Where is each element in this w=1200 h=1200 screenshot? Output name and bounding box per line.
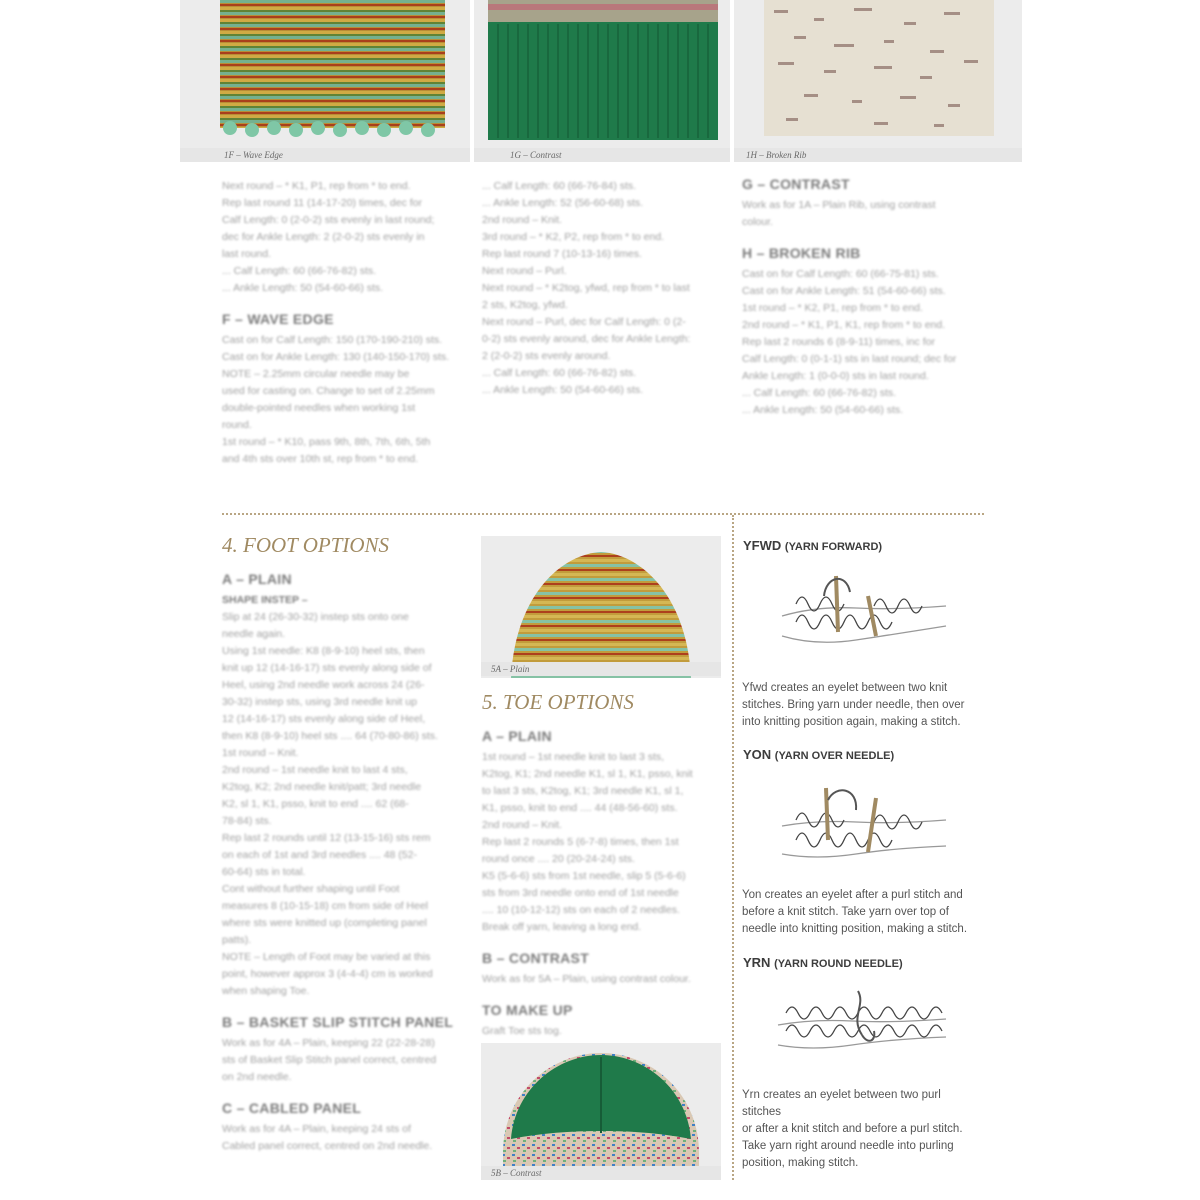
- text-line: before a knit stitch. Take yarn over top of: [742, 906, 949, 918]
- text-line: 2nd round – Knit.: [482, 819, 562, 831]
- subheading-plain: A – PLAIN: [482, 728, 552, 744]
- text-line: needle into knitting position, making a stitch.: [742, 923, 968, 935]
- text-line: Rep last 2 rounds 5 (6-7-8) times, then 1st: [482, 836, 679, 848]
- photo-caption: 1G – Contrast: [510, 150, 562, 160]
- column-divider: [732, 515, 734, 1180]
- photo-contrast-sock: [474, 0, 730, 150]
- text-line: round.: [222, 419, 252, 431]
- toe-options-text: [482, 728, 722, 1040]
- yrn-heading: [743, 955, 903, 970]
- photo-wave-edge-sock: [180, 0, 470, 150]
- text-line: where sts were knitted up (completing panel: [222, 917, 427, 929]
- text-line: then K8 (8-9-10) heel sts .... 64 (70-80-86) sts.: [222, 730, 438, 742]
- text-line: Cast on for Calf Length: 150 (170-190-210) sts.: [222, 334, 443, 346]
- subheading-wave-edge: F – WAVE EDGE: [222, 311, 334, 327]
- yfwd-heading: [743, 538, 882, 553]
- text-line: 1st round – Knit.: [222, 747, 299, 759]
- text-line: 2 (2-0-2) sts evenly around.: [482, 350, 611, 362]
- text-line: Next round – Purl.: [482, 265, 567, 277]
- text-line: Rep last 2 rounds 6 (8-9-11) times, inc for: [742, 336, 935, 348]
- text-column-2: [482, 178, 722, 399]
- photo-broken-rib-sock: [734, 0, 1022, 150]
- text-line: double-pointed needles when working 1st: [222, 402, 416, 414]
- yfwd-diagram: [776, 566, 952, 652]
- text-line: K5 (5-6-6) sts from 1st needle, slip 5 (5-6-6): [482, 870, 686, 882]
- photo-contrast-toe: [481, 1043, 721, 1180]
- yrn-description: [742, 1087, 982, 1172]
- text-line: Work as for 1A – Plain Rib, using contrast: [742, 199, 936, 211]
- text-line: 30-32) instep sts, using 3rd needle knit up: [222, 696, 417, 708]
- stitch-fullname: (YARN OVER NEEDLE): [774, 750, 895, 762]
- text-line: ... Ankle Length: 52 (56-60-68) sts.: [482, 197, 644, 209]
- text-line: dec for Ankle Length: 2 (2-0-2) sts evenly in: [222, 231, 425, 243]
- text-line: Graft Toe sts tog.: [482, 1025, 562, 1037]
- text-line: K2tog, K2; 2nd needle knit/patt; 3rd needle: [222, 781, 422, 793]
- text-line: into knitting position again, making a stitch.: [742, 716, 961, 728]
- text-line: 1st round – * K10, pass 9th, 8th, 7th, 6th, 5th: [222, 436, 431, 448]
- text-line: Rep last round 11 (14-17-20) times, dec for: [222, 197, 422, 209]
- subheading-cabled-panel: C – CABLED PANEL: [222, 1100, 362, 1116]
- foot-options-title: 4. FOOT OPTIONS: [222, 533, 390, 557]
- subheading-plain: A – PLAIN: [222, 571, 292, 587]
- text-line: Cast on for Ankle Length: 130 (140-150-170) sts.: [222, 351, 450, 363]
- stitch-abbreviation: YON: [743, 747, 772, 762]
- text-line: Calf Length: 0 (0-1-1) sts in last round; dec for: [742, 353, 957, 365]
- stitch-abbreviation: YFWD: [743, 538, 782, 553]
- text-line: ... Ankle Length: 50 (54-60-66) sts.: [222, 282, 384, 294]
- text-line: colour.: [742, 216, 773, 228]
- text-column-3: [742, 176, 992, 419]
- yfwd-description: [742, 680, 982, 731]
- text-line: Work as for 4A – Plain, keeping 24 sts of: [222, 1123, 411, 1135]
- text-line: 1st round – 1st needle knit to last 3 sts,: [482, 751, 665, 763]
- text-line: 0-2) sts evenly around, dec for Ankle Length:: [482, 333, 691, 345]
- text-line: 60-64) sts in total.: [222, 866, 306, 878]
- text-line: ... Ankle Length: 50 (54-60-66) sts.: [742, 404, 904, 416]
- text-line: Yon creates an eyelet after a purl stitch and: [742, 889, 963, 901]
- text-line: position, making stitch.: [742, 1157, 859, 1169]
- caption-bar: [481, 1166, 721, 1180]
- text-line: Take yarn right around needle into purling: [742, 1140, 954, 1152]
- text-line: patts).: [222, 934, 252, 946]
- subheading-contrast: G – CONTRAST: [742, 176, 850, 192]
- text-line: K1, psso, knit to end .... 44 (48-56-60) sts.: [482, 802, 678, 814]
- text-line: K2tog, K1; 2nd needle K1, sl 1, K1, psso, knit: [482, 768, 693, 780]
- text-line: Calf Length: 0 (2-0-2) sts evenly in last round;: [222, 214, 435, 226]
- text-line: knit up 12 (14-16-17) sts evenly along side of: [222, 662, 432, 674]
- text-line: Next round – Purl, dec for Calf Length: 0 (2-: [482, 316, 686, 328]
- text-line: to last 3 sts, K2tog, K1; 3rd needle K1, sl 1,: [482, 785, 684, 797]
- photo-caption: 1H – Broken Rib: [746, 150, 807, 160]
- foot-options-text: [222, 571, 472, 1155]
- text-line: or after a knit stitch and before a purl stitch.: [742, 1123, 963, 1135]
- text-line: Slip at 24 (26-30-32) instep sts onto one: [222, 611, 409, 623]
- subheading-to-make-up: TO MAKE UP: [482, 1002, 573, 1018]
- subheading-contrast: B – CONTRAST: [482, 950, 590, 966]
- yon-description: [742, 887, 982, 938]
- text-line: SHAPE INSTEP –: [222, 594, 308, 606]
- text-line: 2 sts, K2tog, yfwd.: [482, 299, 568, 311]
- caption-bar: [734, 148, 1022, 162]
- caption-bar: [481, 662, 721, 676]
- text-line: Cast on for Calf Length: 60 (66-75-81) sts.: [742, 268, 939, 280]
- text-line: ... Calf Length: 60 (66-76-82) sts.: [482, 367, 637, 379]
- stitch-fullname: (YARN ROUND NEEDLE): [774, 958, 903, 970]
- photo-caption: 5A – Plain: [491, 664, 530, 674]
- text-line: 3rd round – * K2, P2, rep from * to end.: [482, 231, 665, 243]
- text-line: sts of Basket Slip Stitch panel correct, centred: [222, 1054, 437, 1066]
- text-line: Work as for 5A – Plain, using contrast colour.: [482, 973, 691, 985]
- text-line: ... Calf Length: 60 (66-76-84) sts.: [482, 180, 637, 192]
- photo-caption: 5B – Contrast: [491, 1168, 542, 1178]
- text-line: Ankle Length: 1 (0-0-0) sts in last round.: [742, 370, 929, 382]
- text-line: 2nd round – Knit.: [482, 214, 562, 226]
- yon-diagram: [776, 780, 952, 868]
- photo-caption: 1F – Wave Edge: [224, 150, 283, 160]
- subheading-basket-slip-stitch: B – BASKET SLIP STITCH PANEL: [222, 1014, 454, 1030]
- text-line: Heel, using 2nd needle work across 24 (26-: [222, 679, 425, 691]
- text-line: measures 8 (10-15-18) cm from side of Heel: [222, 900, 428, 912]
- text-line: NOTE – Length of Foot may be varied at this: [222, 951, 431, 963]
- text-line: sts from 3rd needle onto end of 1st needle: [482, 887, 679, 899]
- text-line: round once .... 20 (20-24-24) sts.: [482, 853, 635, 865]
- text-line: point, however approx 3 (4-4-4) cm is worked: [222, 968, 433, 980]
- text-line: ... Calf Length: 60 (66-76-82) sts.: [742, 387, 897, 399]
- text-line: 2nd round – 1st needle knit to last 4 sts,: [222, 764, 408, 776]
- text-line: 12 (14-16-17) sts evenly along side of Heel,: [222, 713, 426, 725]
- text-line: Next round – * K1, P1, rep from * to end.: [222, 180, 411, 192]
- text-line: Rep last round 7 (10-13-16) times.: [482, 248, 642, 260]
- text-line: 2nd round – * K1, P1, K1, rep from * to end.: [742, 319, 946, 331]
- text-line: on each of 1st and 3rd needles .... 48 (52-: [222, 849, 417, 861]
- text-line: Break off yarn, leaving a long end.: [482, 921, 642, 933]
- text-line: stitches. Bring yarn under needle, then over: [742, 699, 965, 711]
- text-line: on 2nd needle.: [222, 1071, 292, 1083]
- text-line: ... Calf Length: 60 (66-76-82) sts.: [222, 265, 377, 277]
- subheading-broken-rib: H – BROKEN RIB: [742, 245, 861, 261]
- text-line: Yfwd creates an eyelet between two knit: [742, 682, 948, 694]
- text-line: needle again.: [222, 628, 286, 640]
- section-divider: [222, 513, 984, 515]
- text-line: Yrn creates an eyelet between two purl stitches: [742, 1089, 941, 1118]
- stitch-abbreviation: YRN: [743, 955, 771, 970]
- text-line: 1st round – * K2, P1, rep from * to end.: [742, 302, 923, 314]
- text-line: Cont without further shaping until Foot: [222, 883, 400, 895]
- text-line: last round.: [222, 248, 272, 260]
- text-line: and 4th sts over 10th st, rep from * to end.: [222, 453, 419, 465]
- toe-options-title: 5. TOE OPTIONS: [482, 690, 634, 714]
- yrn-diagram: [772, 985, 952, 1055]
- text-line: .... 10 (10-12-12) sts on each of 2 needles.: [482, 904, 680, 916]
- text-line: K2, sl 1, K1, psso, knit to end .... 62 (68-: [222, 798, 409, 810]
- text-line: ... Ankle Length: 50 (54-60-66) sts.: [482, 384, 644, 396]
- stitch-fullname: (YARN FORWARD): [784, 541, 883, 553]
- text-line: 78-84) sts.: [222, 815, 272, 827]
- text-line: Using 1st needle: K8 (8-9-10) heel sts, then: [222, 645, 425, 657]
- caption-bar: [474, 148, 730, 162]
- text-column-1: [222, 178, 472, 468]
- yon-heading: [743, 747, 894, 762]
- text-line: Next round – * K2tog, yfwd, rep from * to last: [482, 282, 690, 294]
- text-line: Rep last 2 rounds until 12 (13-15-16) sts rem: [222, 832, 431, 844]
- photo-plain-toe: [481, 536, 721, 678]
- text-line: used for casting on. Change to set of 2.25mm: [222, 385, 435, 397]
- text-line: when shaping Toe.: [222, 985, 310, 997]
- text-line: Work as for 4A – Plain, keeping 22 (22-28-28): [222, 1037, 435, 1049]
- text-line: Cast on for Ankle Length: 51 (54-60-66) sts.: [742, 285, 946, 297]
- caption-bar: [180, 148, 470, 162]
- text-line: Cabled panel correct, centred on 2nd needle.: [222, 1140, 433, 1152]
- text-line: NOTE – 2.25mm circular needle may be: [222, 368, 410, 380]
